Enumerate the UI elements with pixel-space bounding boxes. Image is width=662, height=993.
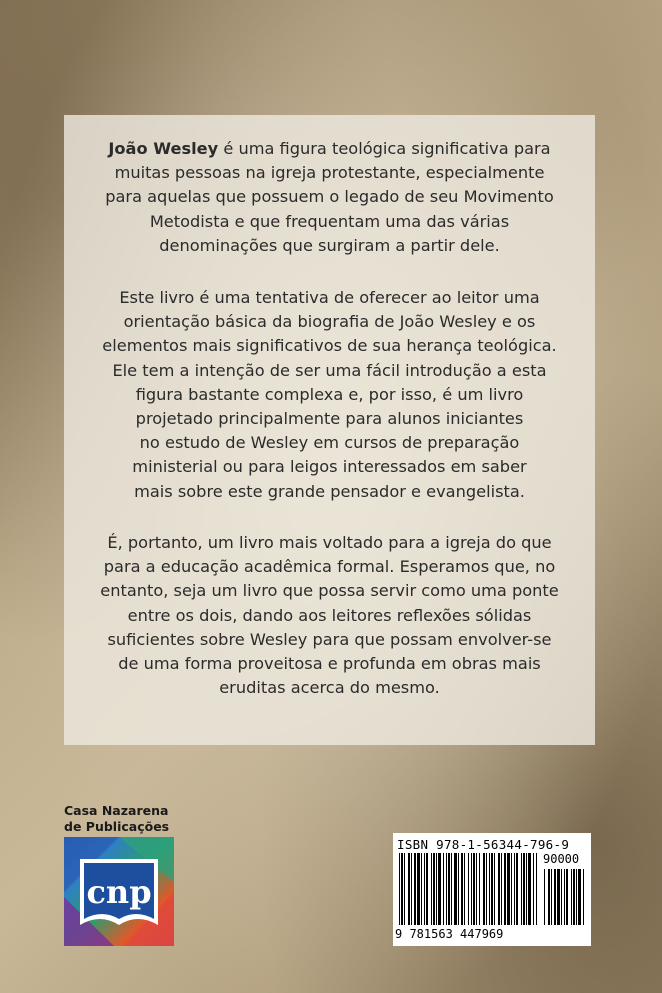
synopsis-paragraph-2: [64, 286, 595, 504]
synopsis-p2-line: projetado principalmente para alunos iniciantes: [135, 409, 524, 429]
synopsis-p2-line: no estudo de Wesley em cursos de preparação: [139, 433, 520, 453]
synopsis-p3-line: entre os dois, dando aos leitores reflexões sólidas: [127, 605, 532, 625]
isbn-label: ISBN 978-1-56344-796-9: [397, 837, 570, 852]
synopsis-p1-line-4: Metodista e que frequentam uma das várias: [149, 211, 510, 231]
synopsis-p1-line-5: denominações que surgiram a partir dele.: [159, 235, 500, 255]
synopsis-paragraph-1: [64, 137, 595, 258]
synopsis-p2-line: orientação básica da biografia de João Wesley e os: [123, 312, 536, 332]
synopsis-p1-line-1: João Wesley é uma figura teológica significativa para: [108, 139, 551, 158]
publisher-name-line-1: Casa Nazarena: [64, 803, 169, 818]
publisher-name: [64, 803, 204, 835]
author-name: João Wesley: [108, 139, 219, 158]
price-code: 90000: [543, 852, 580, 866]
synopsis-p3-line: de uma forma proveitosa e profunda em obras mais: [118, 654, 541, 674]
synopsis-p2-line: Ele tem a intenção de ser uma fácil introdução a esta: [112, 360, 547, 380]
synopsis-p2-line: mais sobre este grande pensador e evangelista.: [134, 481, 525, 501]
synopsis-p1-line-3: para aquelas que possuem o legado de seu Movimento: [105, 187, 554, 207]
synopsis-p1-line-2: muitas pessoas na igreja protestante, especialmente: [114, 163, 545, 183]
synopsis-panel: [64, 115, 595, 745]
isbn-barcode: [393, 833, 591, 946]
publisher-logo: [64, 837, 174, 946]
synopsis-p3-line: entanto, seja um livro que possa servir como uma ponte: [100, 581, 559, 601]
barcode-digits: 9 781563 447969: [395, 927, 504, 941]
synopsis-p2-line: elementos mais significativos de sua herança teológica.: [102, 336, 557, 356]
logo-text: cnp: [86, 873, 152, 911]
synopsis-p3-line: eruditas acerca do mesmo.: [219, 678, 440, 698]
publisher-name-line-2: de Publicações: [64, 819, 170, 834]
synopsis-paragraph-3: [64, 531, 595, 700]
synopsis-p2-line: ministerial ou para leigos interessados em saber: [132, 457, 527, 477]
synopsis-p2-line: Este livro é uma tentativa de oferecer ao leitor uma: [119, 288, 540, 307]
synopsis-p2-line: figura bastante complexa e, por isso, é um livro: [135, 384, 524, 404]
book-icon: [64, 837, 174, 946]
synopsis-p3-line: suficientes sobre Wesley para que possam envolver-se: [107, 629, 552, 649]
synopsis-p3-line: para a educação acadêmica formal. Esperamos que, no: [103, 557, 556, 577]
synopsis-p3-line: É, portanto, um livro mais voltado para a igreja do que: [107, 533, 552, 552]
